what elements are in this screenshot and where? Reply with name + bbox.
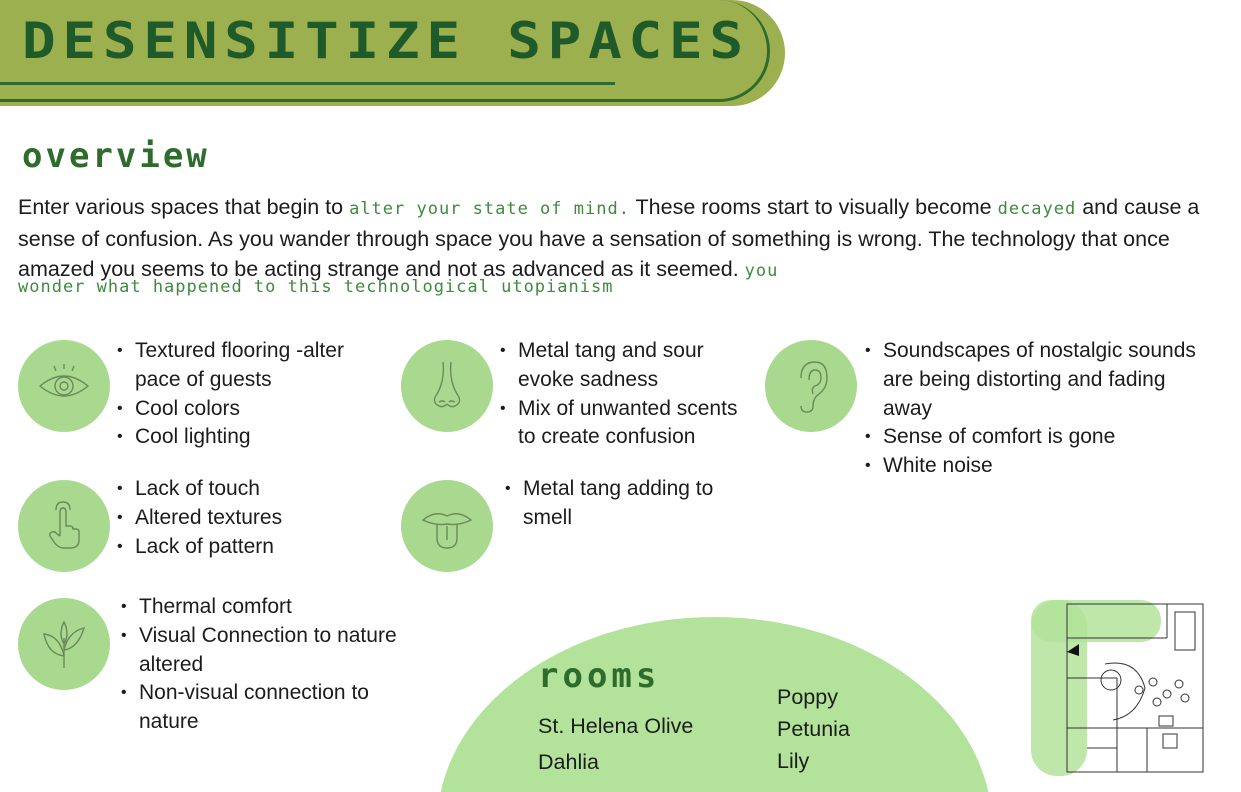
list-item: • Metal tang and sour evoke sadness [500, 337, 740, 395]
page-title: DESENSITIZE SPACES [22, 12, 750, 70]
sight-icon-circle [18, 340, 110, 432]
nature-list [121, 593, 411, 737]
overview-highlight-3: you [744, 261, 779, 281]
nature-icon-circle [18, 598, 110, 690]
leaves-icon [34, 614, 94, 674]
ear-icon [781, 356, 841, 416]
pointing-hand-icon [34, 496, 94, 556]
overview-highlight-4: wonder what happened to this technological utopianism [18, 277, 614, 297]
list-item: • Soundscapes of nostalgic sounds are being distorting and fading away [865, 337, 1215, 423]
smell-list [500, 337, 740, 452]
banner-underline [0, 82, 615, 85]
overview-heading: overview [22, 136, 210, 176]
overview-paragraph [18, 192, 1223, 297]
rooms-list-right [777, 681, 850, 777]
room-name: Poppy [777, 685, 838, 709]
list-item: • White noise [865, 452, 1215, 481]
list-item: • Textured flooring -alter pace of guests [117, 337, 387, 395]
list-item: • Lack of pattern [117, 533, 387, 562]
list-item: • Cool lighting [117, 423, 387, 452]
tongue-icon [417, 496, 477, 556]
nose-icon [417, 356, 477, 416]
rooms-background [437, 617, 992, 792]
list-item: • Metal tang adding to smell [505, 475, 755, 533]
list-item: • Lack of touch [117, 475, 387, 504]
list-item: • Cool colors [117, 395, 387, 424]
touch-icon-circle [18, 480, 110, 572]
taste-icon-circle [401, 480, 493, 572]
list-item: • Non-visual connection to nature [121, 679, 411, 737]
overview-text-2: These rooms start to visually become [629, 195, 998, 219]
rooms-heading: rooms [538, 656, 661, 696]
hearing-list [865, 337, 1215, 481]
overview-highlight-2: decayed [997, 199, 1077, 219]
floor-plan-image [1027, 598, 1207, 778]
list-item: • Altered textures [117, 504, 387, 533]
list-item: • Sense of comfort is gone [865, 423, 1215, 452]
eye-icon [34, 356, 94, 416]
room-name: Dahlia [538, 750, 599, 774]
sight-list [117, 337, 387, 452]
list-item: • Thermal comfort [121, 593, 411, 622]
room-name: St. Helena Olive [538, 714, 694, 738]
overview-text-3: and cause a sense of confusion. As you wander through space you have a sensation of something is wrong. The technology that once amazed you seems to be acting strange and not as advanced as it seemed. [18, 195, 1200, 281]
room-name: Petunia [777, 717, 850, 741]
list-item: • Visual Connection to nature altered [121, 622, 411, 680]
smell-icon-circle [401, 340, 493, 432]
taste-list [505, 475, 755, 533]
overview-text-1: Enter various spaces that begin to [18, 195, 350, 219]
list-item: • Mix of unwanted scents to create confusion [500, 395, 740, 453]
touch-list [117, 475, 387, 561]
overview-highlight-1: alter your state of mind. [349, 199, 630, 219]
header-banner [0, 0, 785, 106]
hearing-icon-circle [765, 340, 857, 432]
rooms-list-left [538, 708, 693, 780]
room-name: Lily [777, 749, 810, 773]
